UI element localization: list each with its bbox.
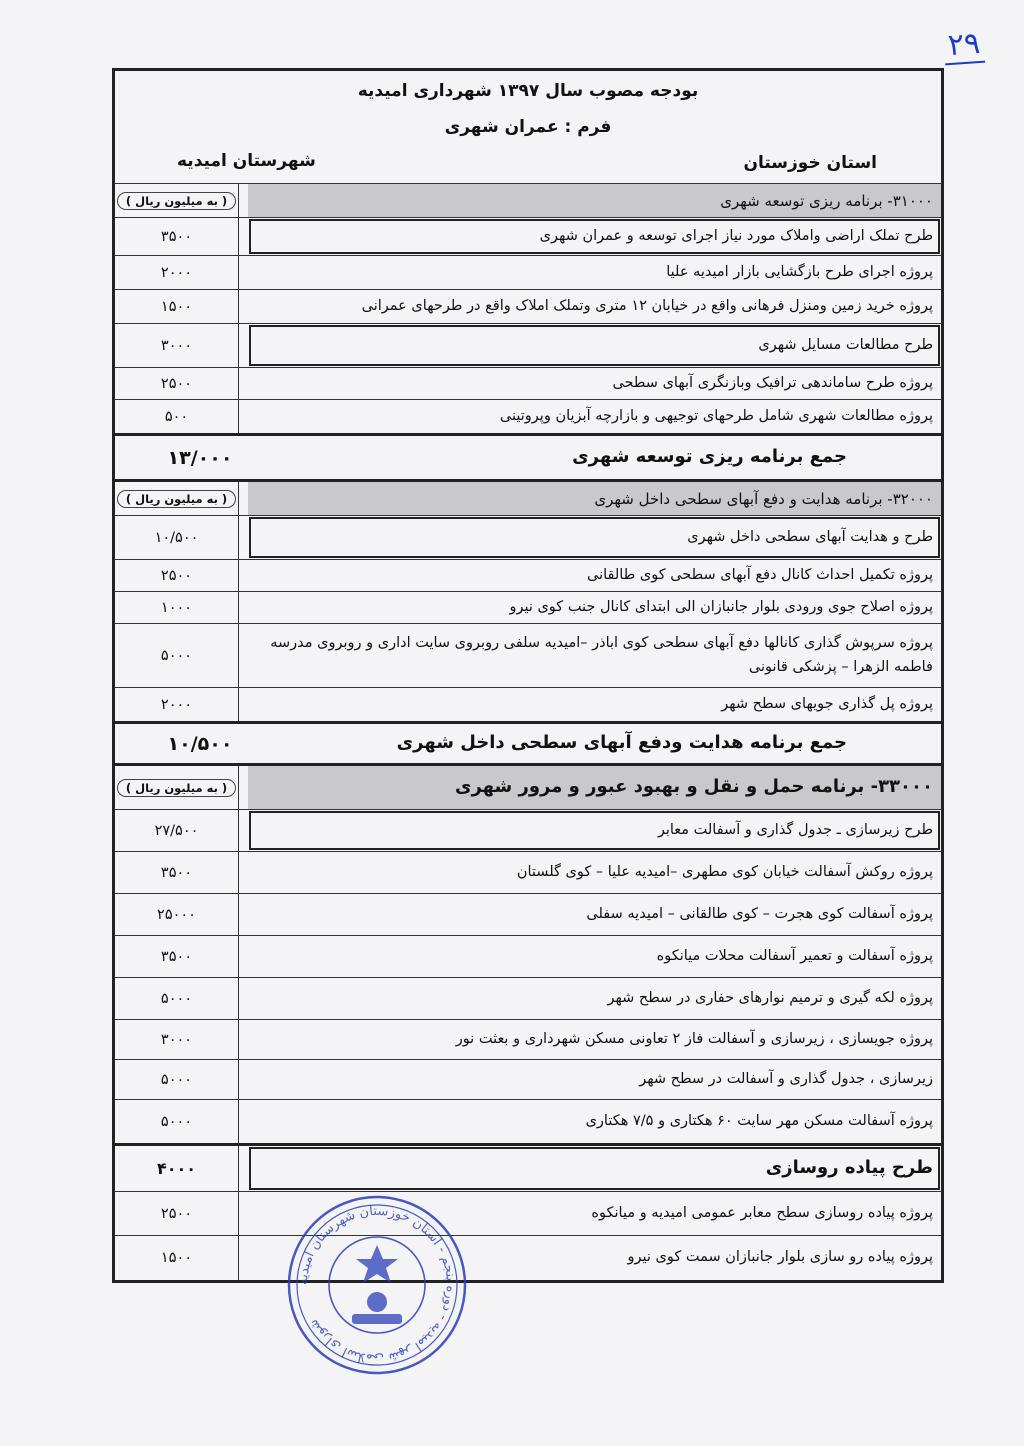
section-total-31000 [115,433,941,479]
table-row [115,515,941,559]
item-description: پروژه پیاده رو سازی بلوار جانبازان سمت کوی نیرو [627,1249,933,1266]
province-label: استان خوزستان [743,153,877,173]
item-description: پروژه پل گذاری جویهای سطح شهر [721,695,933,712]
item-description: پروژه اجرای طرح بازگشایی بازار امیدیه علیا [666,263,933,280]
item-amount: ۳۵۰۰ [115,218,239,255]
item-description: پروژه طرح ساماندهی ترافیک وبازنگری آبهای سطحی [612,374,933,391]
section-title: ۳۲۰۰۰- برنامه هدایت و دفع آبهای سطحی داخل شهری [248,482,941,515]
item-amount: ۲۵۰۰ [115,560,239,591]
item-description: پروژه جویسازی ، زیرسازی و آسفالت فاز ۲ تعاونی مسکن شهرداری و بعثت نور [455,1030,933,1047]
table-row [115,255,941,289]
county-label: شهرستان امیدیه [177,151,316,171]
item-amount: ۲۵۰۰ [115,1192,239,1235]
table-row [115,809,941,851]
table-row [115,1191,941,1235]
item-description: طرح و هدایت آبهای سطحی داخل شهری [248,516,941,559]
item-description: پروژه آسفالت کوی هجرت – کوی طالقانی – امیدیه سفلی [586,905,933,922]
section-title: ۳۳۰۰۰- برنامه حمل و نقل و بهبود عبور و مرور شهری [248,766,941,809]
section-header-31000 [115,183,941,217]
item-amount: ۱۰۰۰ [115,592,239,623]
council-seal-stamp [282,1190,472,1380]
item-amount: ۵۰۰۰ [115,624,239,687]
item-description: پروژه آسفالت مسکن مهر سایت ۶۰ هکتاری و ۷/۵ هکتاری [585,1112,933,1129]
item-amount: ۵۰۰ [115,400,239,433]
unit-label: ( به میلیون ریال ) [115,184,239,217]
table-row [115,623,941,687]
item-amount: ۳۰۰۰ [115,324,239,367]
item-amount: ۵۰۰۰ [115,1060,239,1099]
item-description: پروژه سرپوش گذاری کانالها دفع آبهای سطحی کوی اباذر –امیدیه سلفی روبروی سایت اداری و روبروی مدرسه فاطمه الزهرا – پزشکی قانونی [270,635,933,675]
table-row [115,851,941,893]
item-description: پروژه خرید زمین ومنزل فرهانی واقع در خیابان ۱۲ متری وتملک املاک واقع در طرحهای عمرانی [361,297,933,314]
section-total-32000 [115,721,941,763]
table-row [115,893,941,935]
item-amount: ۲۰۰۰ [115,688,239,721]
form-title: بودجه مصوب سال ۱۳۹۷ شهرداری امیدیه [357,81,699,101]
section-header-33000 [115,763,941,809]
table-row [115,217,941,255]
table-row [115,1235,941,1280]
item-description: جمع برنامه ریزی توسعه شهری [572,446,847,468]
table-row [115,591,941,623]
table-row [115,687,941,721]
item-description: زیرسازی ، جدول گذاری و آسفالت در سطح شهر [639,1070,933,1087]
form-subtitle: فرم : عمران شهری [444,117,612,137]
item-description: طرح پیاده روسازی [248,1146,941,1191]
table-row [115,323,941,367]
unit-label: ( به میلیون ریال ) [115,766,239,809]
item-amount: ۲۵۰۰۰ [115,894,239,935]
seal-text: شورای اسلامی شهر امیدیه - دوره پنجم - استان خوزستان شهرستان امیدیه [295,1203,459,1367]
table-row [115,977,941,1019]
table-row [115,399,941,433]
item-amount: ۳۰۰۰ [115,1020,239,1059]
table-row [115,1143,941,1191]
item-amount: ۲۵۰۰ [115,368,239,399]
item-description: پروژه روکش آسفالت خیابان کوی مطهری –امیدیه علیا – کوی گلستان [516,863,933,880]
unit-label: ( به میلیون ریال ) [115,482,239,515]
table-row [115,935,941,977]
item-amount: ۲۰۰۰ [115,256,239,289]
item-description: طرح تملک اراضی واملاک مورد نیاز اجرای توسعه و عمران شهری [248,218,941,255]
budget-form [112,68,944,1283]
item-description: طرح مطالعات مسایل شهری [248,324,941,367]
item-amount: ۱۳/۰۰۰ [167,446,233,469]
item-amount: ۳۵۰۰ [115,852,239,893]
item-amount: ۱۵۰۰ [115,290,239,323]
item-amount: ۳۵۰۰ [115,936,239,977]
table-row [115,1059,941,1099]
item-amount: ۵۰۰۰ [115,1100,239,1143]
section-title: ۳۱۰۰۰- برنامه ریزی توسعه شهری [248,184,941,217]
item-description: پروژه اصلاح جوی ورودی بلوار جانبازان الی ابتدای کانال جنب کوی نیرو [509,598,933,615]
item-amount: ۱۵۰۰ [115,1236,239,1280]
item-description: پروژه پیاده روسازی سطح معابر عمومی امیدیه و میانکوه [591,1204,933,1221]
table-row [115,1019,941,1059]
item-amount: ۵۰۰۰ [115,978,239,1019]
item-description: پروژه مطالعات شهری شامل طرحهای توجیهی و بازارچه آبزیان وپروتینی [499,407,933,424]
item-description: پروژه آسفالت و تعمیر آسفالت محلات میانکوه [656,947,933,964]
table-row [115,289,941,323]
section-header-32000 [115,479,941,515]
form-header [115,71,941,183]
item-description: پروژه لکه گیری و ترمیم نوارهای حفاری در سطح شهر [607,989,933,1006]
item-amount: ۱۰/۵۰۰ [167,732,233,755]
item-amount: ۱۰/۵۰۰ [115,516,239,559]
item-description: پروژه تکمیل احداث کانال دفع آبهای سطحی کوی طالقانی [587,566,933,583]
item-description: طرح زیرسازی ـ جدول گذاری و آسفالت معابر [248,810,941,851]
item-description: جمع برنامه هدایت ودفع آبهای سطحی داخل شهری [396,732,847,754]
page-number: ۲۹ [943,27,986,66]
item-amount: ۴۰۰۰ [115,1146,239,1191]
table-row [115,1099,941,1143]
table-row [115,559,941,591]
item-amount: ۲۷/۵۰۰ [115,810,239,851]
table-row [115,367,941,399]
